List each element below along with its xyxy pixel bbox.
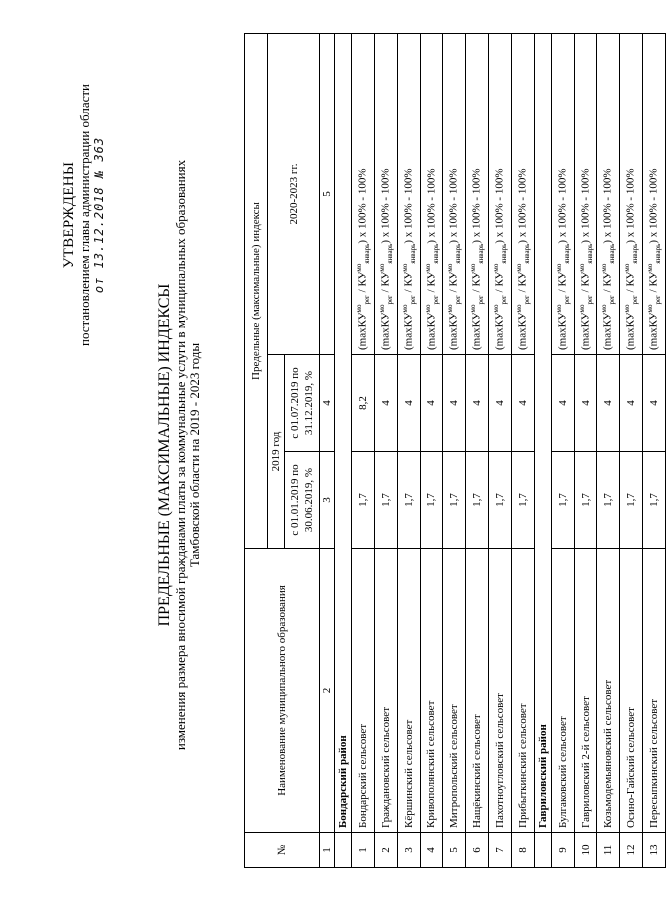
index-second-half: 4 (551, 355, 574, 452)
municipality-name: Кривополянский сельсовет (420, 549, 443, 833)
table-row (420, 34, 443, 868)
approval-signature: от 13.12.2018 № 363 (92, 136, 106, 294)
index-first-half: 1,7 (420, 452, 443, 549)
municipality-name: Гавриловский 2-й сельсовет (574, 549, 597, 833)
row-number: 1 (352, 833, 375, 868)
index-first-half: 1,7 (620, 452, 643, 549)
index-formula: $(\max КУ^{мо}_{рег} / КУ^{мо}_{январь})$ x 100% - 100% (620, 34, 643, 355)
index-second-half: 4 (574, 355, 597, 452)
colnum-1: 1 (320, 833, 335, 868)
index-second-half: 4 (489, 355, 512, 452)
formula-limit: январь (631, 243, 640, 264)
header-2020-2023: 2020-2023 гг. (268, 34, 320, 355)
subtitle-line-2: Тамбовской области на 2019 - 2023 годы (187, 342, 202, 568)
table-row (443, 34, 466, 868)
table-row (643, 34, 666, 868)
index-first-half: 1,7 (352, 452, 375, 549)
index-first-half: 1,7 (466, 452, 489, 549)
region-num-cell (534, 833, 551, 868)
index-second-half: 4 (443, 355, 466, 452)
municipality-name: Кёршинский сельсовет (397, 549, 420, 833)
index-second-half: 4 (511, 355, 534, 452)
index-second-half: 8,2 (352, 355, 375, 452)
table-row (466, 34, 489, 868)
formula-limit: январь (608, 243, 617, 264)
header-period-2: с 01.07.2019 по 31.12.2019, % (285, 355, 320, 452)
index-formula: $(\max КУ^{мо}_{рег} / КУ^{мо}_{январь})$ x 100% - 100% (643, 34, 666, 355)
municipality-name: Граждановский сельсовет (374, 549, 397, 833)
region-row (534, 34, 551, 868)
index-first-half: 1,7 (643, 452, 666, 549)
row-number: 5 (443, 833, 466, 868)
index-formula: $(\max КУ^{мо}_{рег} / КУ^{мо}_{январь})$ x 100% - 100% (397, 34, 420, 355)
municipality-name: Козьмодемьяновский сельсовет (597, 549, 620, 833)
row-number: 12 (620, 833, 643, 868)
colnum-2: 2 (320, 549, 335, 833)
region-row (335, 34, 352, 868)
index-formula: $(\max КУ^{мо}_{рег} / КУ^{мо}_{январь})$ x 100% - 100% (551, 34, 574, 355)
header-period-1: с 01.01.2019 по 30.06.2019, % (285, 452, 320, 549)
municipality-name: Бондарский сельсовет (352, 549, 375, 833)
formula-limit: январь (499, 243, 508, 264)
index-formula: $(\max КУ^{мо}_{рег} / КУ^{мо}_{январь})$ x 100% - 100% (466, 34, 489, 355)
row-number: 4 (420, 833, 443, 868)
formula-limit: январь (585, 243, 594, 264)
index-formula: $(\max КУ^{мо}_{рег} / КУ^{мо}_{январь})$ x 100% - 100% (597, 34, 620, 355)
index-first-half: 1,7 (489, 452, 512, 549)
municipality-name: Осино-Гайский сельсовет (620, 549, 643, 833)
colnum-4: 4 (320, 355, 335, 452)
document-subtitle (174, 105, 202, 805)
header-name: Наименование муниципального образования (245, 549, 320, 833)
row-number: 13 (643, 833, 666, 868)
index-first-half: 1,7 (597, 452, 620, 549)
index-second-half: 4 (597, 355, 620, 452)
row-number: 6 (466, 833, 489, 868)
table-row (551, 34, 574, 868)
index-first-half: 1,7 (551, 452, 574, 549)
formula-limit: январь (653, 243, 662, 264)
index-formula: $(\max КУ^{мо}_{рег} / КУ^{мо}_{январь})$ x 100% - 100% (511, 34, 534, 355)
index-first-half: 1,7 (443, 452, 466, 549)
formula-limit: январь (454, 243, 463, 264)
formula-limit: январь (385, 243, 394, 264)
row-number: 9 (551, 833, 574, 868)
table-row (574, 34, 597, 868)
row-number: 8 (511, 833, 534, 868)
row-number: 10 (574, 833, 597, 868)
municipality-name: Пахотноугловский сельсовет (489, 549, 512, 833)
header-year-2019: 2019 год (268, 355, 285, 549)
formula-limit: январь (477, 243, 486, 264)
index-formula: $(\max КУ^{мо}_{рег} / КУ^{мо}_{январь})$ x 100% - 100% (352, 34, 375, 355)
municipality-name: Нащёкинский сельсовет (466, 549, 489, 833)
row-number: 11 (597, 833, 620, 868)
index-formula: $(\max КУ^{мо}_{рег} / КУ^{мо}_{январь})$ x 100% - 100% (443, 34, 466, 355)
index-second-half: 4 (643, 355, 666, 452)
indices-table (244, 33, 666, 868)
document-title: ПРЕДЕЛЬНЫЕ (МАКСИМАЛЬНЫЕ) ИНДЕКСЫ (156, 283, 173, 627)
index-first-half: 1,7 (374, 452, 397, 549)
index-formula: $(\max КУ^{мо}_{рег} / КУ^{мо}_{январь})$ x 100% - 100% (489, 34, 512, 355)
formula-limit: январь (522, 243, 531, 264)
table-row (397, 34, 420, 868)
index-second-half: 4 (397, 355, 420, 452)
municipality-name: Митропольский сельсовет (443, 549, 466, 833)
subtitle-line-1: изменения размера вносимой гражданами платы за коммунальные услуги в муниципальных образованиях (173, 159, 188, 751)
table-row (489, 34, 512, 868)
approval-block (62, 45, 107, 385)
column-number-row (320, 34, 335, 868)
formula-limit: январь (362, 243, 371, 264)
row-number: 2 (374, 833, 397, 868)
table-row (597, 34, 620, 868)
index-second-half: 4 (374, 355, 397, 452)
municipality-name: Булгаковский сельсовет (551, 549, 574, 833)
table-row (374, 34, 397, 868)
region-name: Бондарский район (335, 34, 352, 833)
index-first-half: 1,7 (574, 452, 597, 549)
index-first-half: 1,7 (511, 452, 534, 549)
table-row (511, 34, 534, 868)
formula-limit: январь (431, 243, 440, 264)
approval-line: постановлением главы администрации области (77, 84, 92, 346)
table-row (352, 34, 375, 868)
index-second-half: 4 (620, 355, 643, 452)
colnum-3: 3 (320, 452, 335, 549)
row-number: 7 (489, 833, 512, 868)
municipality-name: Пересыпкинский сельсовет (643, 549, 666, 833)
region-name: Гавриловский район (534, 34, 551, 833)
index-second-half: 4 (420, 355, 443, 452)
formula-limit: январь (408, 243, 417, 264)
index-formula: $(\max КУ^{мо}_{рег} / КУ^{мо}_{январь})$ x 100% - 100% (574, 34, 597, 355)
colnum-5: 5 (320, 34, 335, 355)
table-row (620, 34, 643, 868)
index-formula: $(\max КУ^{мо}_{рег} / КУ^{мо}_{январь})$ x 100% - 100% (374, 34, 397, 355)
index-second-half: 4 (466, 355, 489, 452)
header-group: Предельные (максимальные) индексы (245, 34, 268, 549)
region-num-cell (335, 833, 352, 868)
index-first-half: 1,7 (397, 452, 420, 549)
formula-limit: январь (562, 243, 571, 264)
municipality-name: Прибыткинский сельсовет (511, 549, 534, 833)
header-num: № (245, 833, 320, 868)
approval-title: УТВЕРЖДЕНЫ (61, 161, 77, 269)
index-formula: $(\max КУ^{мо}_{рег} / КУ^{мо}_{январь})$ x 100% - 100% (420, 34, 443, 355)
row-number: 3 (397, 833, 420, 868)
